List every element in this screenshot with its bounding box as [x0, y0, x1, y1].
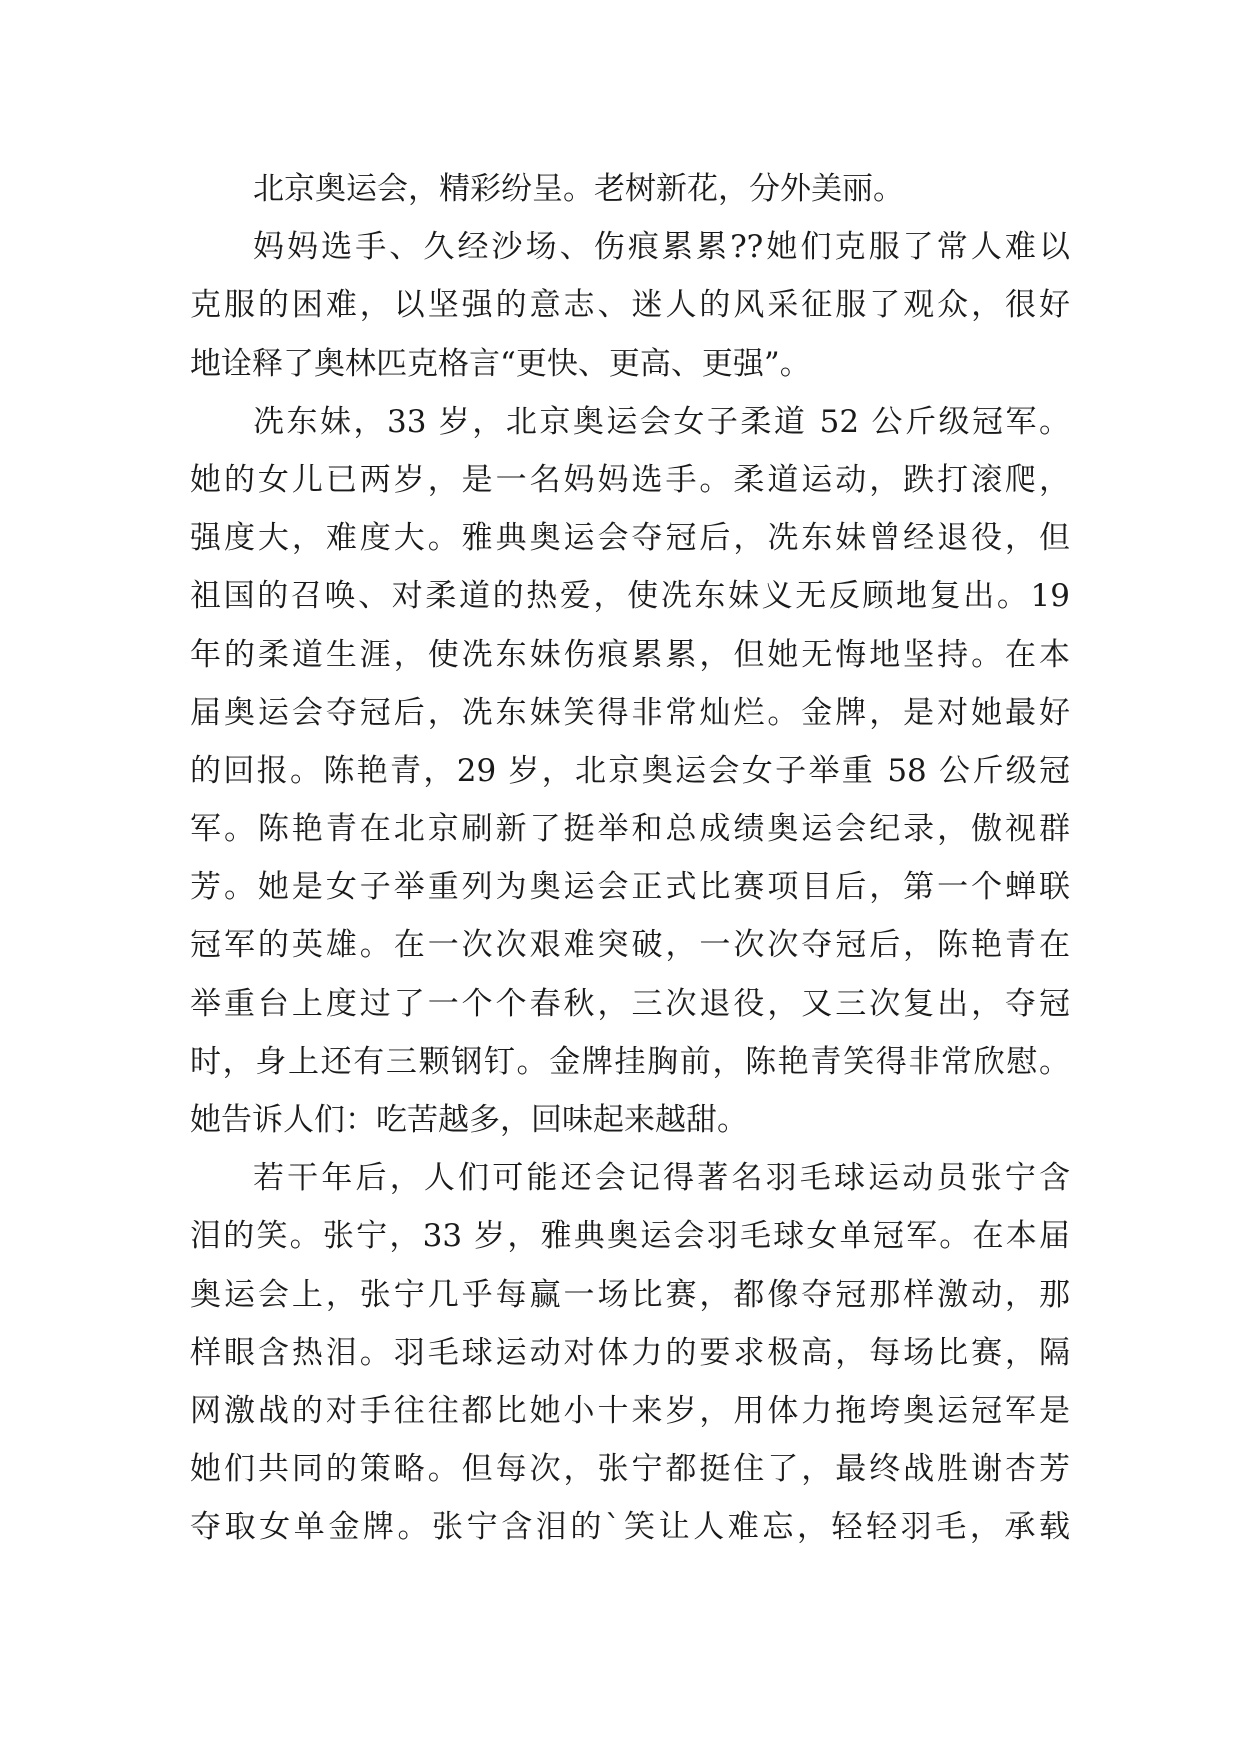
- text-line: 的回报。陈艳青，29 岁，北京奥运会女子举重 58 公斤级冠: [190, 752, 1070, 789]
- text-line: 祖国的召唤、对柔道的热爱，使冼东妹义无反顾地复出。19: [190, 578, 1070, 615]
- text-line: 克服的困难，以坚强的意志、迷人的风采征服了观众，很好: [190, 287, 1070, 324]
- text-line: 泪的笑。张宁，33 岁，雅典奥运会羽毛球女单冠军。在本届: [190, 1218, 1070, 1255]
- text-line: 冠军的英雄。在一次次艰难突破，一次次夺冠后，陈艳青在: [190, 927, 1070, 964]
- text-line: 网激战的对手往往都比她小十来岁，用体力拖垮奥运冠军是: [190, 1392, 1070, 1429]
- text-line: 她们共同的策略。但每次，张宁都挺住了，最终战胜谢杏芳: [190, 1451, 1070, 1488]
- text-line: 地诠释了奥林匹克格言“更快、更高、更强”。: [190, 345, 811, 382]
- text-line: 她的女儿已两岁，是一名妈妈选手。柔道运动，跌打滚爬，: [190, 461, 1070, 498]
- text-line: 时，身上还有三颗钢钉。金牌挂胸前，陈艳青笑得非常欣慰。: [190, 1043, 1070, 1080]
- text-line: 妈妈选手、久经沙场、伤痕累累??她们克服了常人难以: [253, 229, 1070, 266]
- text-line: 强度大，难度大。雅典奥运会夺冠后，冼东妹曾经退役，但: [190, 520, 1070, 557]
- text-line: 奥运会上，张宁几乎每赢一场比赛，都像夺冠那样激动，那: [190, 1276, 1070, 1313]
- text-line: 样眼含热泪。羽毛球运动对体力的要求极高，每场比赛，隔: [190, 1334, 1070, 1371]
- text-line: 若干年后，人们可能还会记得著名羽毛球运动员张宁含: [253, 1160, 1070, 1197]
- paragraph-mother-athletes: [190, 218, 1070, 393]
- paragraph-xian-dongmei: [190, 393, 1070, 1149]
- text-line: 年的柔道生涯，使冼东妹伤痕累累，但她无悔地坚持。在本: [190, 636, 1070, 673]
- text-line: 夺取女单金牌。张宁含泪的`笑让人难忘，轻轻羽毛，承载: [190, 1509, 1070, 1546]
- paragraph-zhang-ning: [190, 1149, 1070, 1556]
- paragraph-opening: [190, 160, 1070, 218]
- text-line: 冼东妹，33 岁，北京奥运会女子柔道 52 公斤级冠军。: [253, 403, 1070, 440]
- text-line: 她告诉人们：吃苦越多，回味起来越甜。: [190, 1102, 748, 1138]
- text-line: 举重台上度过了一个个春秋，三次退役，又三次复出，夺冠: [190, 985, 1070, 1022]
- text-line: 届奥运会夺冠后，冼东妹笑得非常灿烂。金牌，是对她最好: [190, 694, 1070, 731]
- text-line: 芳。她是女子举重列为奥运会正式比赛项目后，第一个蝉联: [190, 869, 1070, 906]
- text-line: 北京奥运会，精彩纷呈。老树新花，分外美丽。: [253, 171, 904, 207]
- text-line: 军。陈艳青在北京刷新了挺举和总成绩奥运会纪录，傲视群: [190, 811, 1070, 848]
- document-body: [190, 160, 1070, 1557]
